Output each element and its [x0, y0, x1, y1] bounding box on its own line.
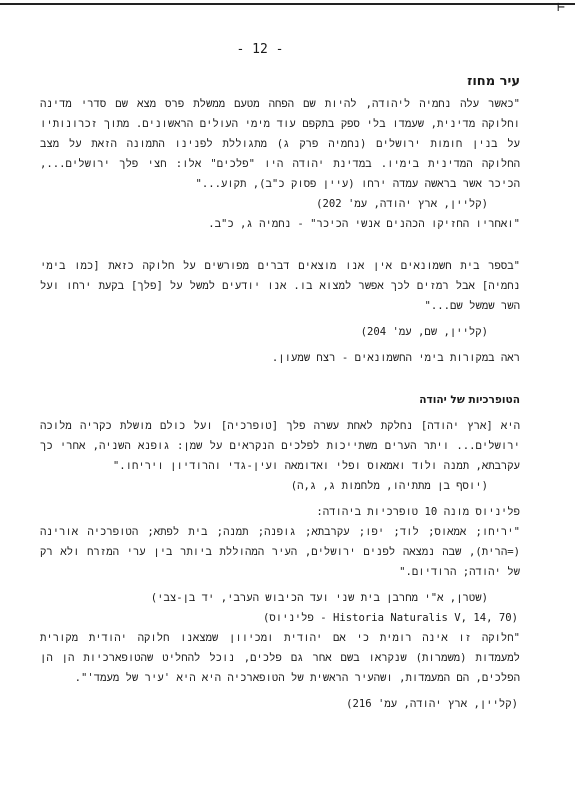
- quote-paragraph: "כאשר עלה נחמיה ליהודה, להיות שם הפחה מטעם ממשלת פרס מצא שם סדרי מדינה וחלוקה מדינית, שעמדו בלי ספק בתקפם עוד מימי העולים הראשונים. מתוך זכרונותיו על בנין חומות ירושלים (נחמיה פרק ג) מתגוללת לפנינו התמונה הזאת על מצב החלוקה המדינית בימיו. במדינת יהודה היו "פלכים" אלו: חצי פלך ירושלים..., הכיכר אשר בראשה עמדה ירחו (עיין פסוק כ"ב), תקוע...": [40, 98, 520, 190]
- section-heading-toparchies: הטופרכיות של יהודה: [419, 394, 520, 406]
- citation: (קליין, ארץ יהודה, עמ' 216): [346, 698, 518, 710]
- quote-paragraph: "יריחו; אמאוס; לוד; יפו; עקרבתא; גופנה; תמנה; בית לפתא; הטופרכיה אורינה (=הרית), שבה נמצאה לפנים ירושלים, העיר המהוללת ביותר בין ערי המזרח ולא רק של יהודה; הרודיום.": [40, 526, 520, 578]
- section-heading-ir-mahoz: עיר מחוז: [467, 74, 520, 89]
- citation: (קליין, שם, עמ' 204): [360, 326, 488, 338]
- citation-latin: (Historia Naturalis V, 14, 70 - פליניוס): [263, 612, 518, 624]
- quote-paragraph: "בספר בית חשמונאים אין אנו מוצאים דברים מפורשים על חלוקה כזאת [כמו בימי נחמיה] אבל רמזים לכך אפשר למצוא בו. אנו יודעים למשל על [פלך] בקעת ירחו ועל השר שמשל שם...": [40, 260, 520, 312]
- citation: (קליין, ארץ יהודה, עמ' 202): [316, 198, 488, 210]
- quote-paragraph: היא [ארץ יהודה] נחלקת לאחת עשרה פלך [טופרכיה] ועל כולם מושלת כקריה מלוכה ירושלים... ויתר הערים משתייכות לפלכים הנקראים על שמן: גופנא השניה, אחרי כך עקרבתא, תמנה ולוד ואמאוס ופלי ואדומאה ועין-גדי והרודיון ויריחו.": [40, 420, 520, 472]
- citation: (שטרן, א"י מחרבן בית שני ועד הכיבוש הערבי, יד בן-צבי): [150, 592, 488, 604]
- top-rule: [0, 3, 575, 5]
- quote-paragraph: "חלוקה זו אינה רומית כי אם יהודית ומכיוון שמצאנו חלוקה יהודית מקורית למעמדות (משמרות) שנקראו בשם אחר גם פלכים, נוכל להחליט שהטופארכיות הן הן הפלכים, הם המעמדות, ושהעיר הראשית של הטופארכיה היא היא 'עיר של מעמד'".: [40, 632, 520, 684]
- citation: (יוסף בן מתתיהו, מלחמות ג, ג,ה): [290, 480, 488, 492]
- page-number: - 12 -: [236, 42, 284, 57]
- corner-mark: ⊢: [557, 0, 565, 15]
- document-body: [40, 70, 520, 714]
- quote-paragraph: "ואחריו החזיקו הכהנים אנשי הכיכר" - נחמיה ג, כ"ב.: [208, 218, 520, 230]
- see-also-note: ראה במקורות בימי החשמונאים - רצח שמעון.: [271, 352, 520, 364]
- intro-line: פליניוס מונה 10 טופרכיות ביהודה:: [316, 506, 520, 518]
